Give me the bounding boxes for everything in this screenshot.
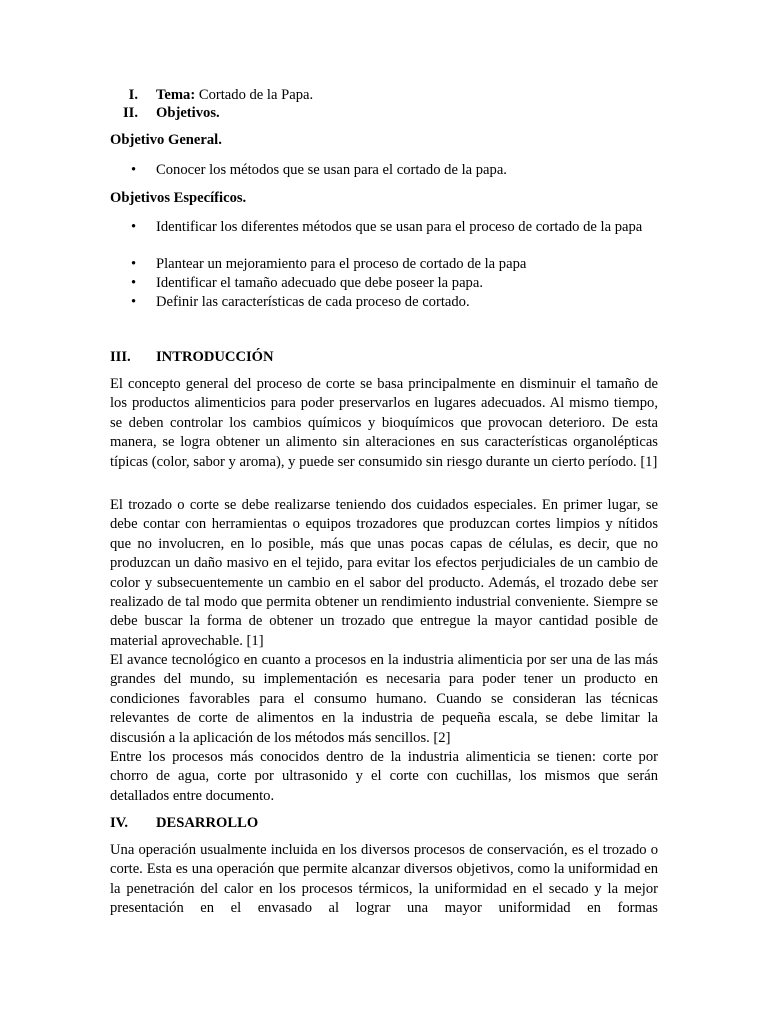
section-heading: DESARROLLO [156, 815, 259, 831]
objetivos-especificos-heading: Objetivos Específicos. [110, 190, 247, 206]
outline-label: Objetivos. [156, 105, 220, 121]
bullet-icon: • [131, 294, 137, 310]
topic-title: Cortado de la Papa. [198, 87, 314, 103]
objetivo-general-heading: Objetivo General. [110, 132, 222, 148]
list-item: Identificar los diferentes métodos que se usan para el proceso de cortado de la papa [156, 219, 643, 235]
section-numeral: III. [110, 349, 131, 365]
outline-numeral: II. [122, 105, 138, 121]
bullet-icon: • [131, 275, 137, 291]
section-numeral: IV. [110, 815, 128, 831]
list-item: Definir las características de cada proceso de cortado. [156, 294, 470, 310]
bullet-icon: • [131, 219, 137, 235]
outline-numeral: I. [128, 87, 138, 103]
list-item: Conocer los métodos que se usan para el cortado de la papa. [156, 162, 507, 178]
paragraph: El trozado o corte se debe realizarse teniendo dos cuidados especiales. En primer lugar, se debe contar con herramientas o equipos trozadores que produzcan cortes limpios y nítidos que no involucren, en lo posible, más que unas pocas capas de células, es decir, que no produzcan un daño masivo en el tejido, para evitar los efectos perjudiciales de un cambio de color y subsecuentemente un cambio en el sabor del producto. Además, el trozado debe ser realizado de tal modo que permita obtener un rendimiento industrial conveniente. Siempre se debe buscar la forma de obtener un trozado que entregue la mayor cantidad posible de material aprovechable. [1] [110, 497, 658, 649]
outline-label: Tema: [156, 87, 196, 103]
paragraph: El concepto general del proceso de corte se basa principalmente en disminuir el tamaño de los productos alimenticios para poder preservarlos en lugares adecuados. Al mismo tiempo, se deben controlar los cambios químicos y bioquímicos que provocan deterioro. De esta manera, se logra obtener un alimento sin alteraciones en sus características organolépticas típicas (color, sabor y aroma), y puede ser consumido sin riesgo durante un cierto período. [1] [110, 376, 658, 470]
outline-text [156, 86, 313, 105]
section-heading: INTRODUCCIÓN [156, 349, 274, 365]
paragraph: El avance tecnológico en cuanto a procesos en la industria alimenticia por ser una de las más grandes del mundo, su implementación es necesaria para poder tener un producto en condiciones favorables para el consumo humano. Cuando se consideran las técnicas relevantes de corte de alimentos en la industria de pequeña escala, se debe limitar la discusión a la aplicación de los métodos más sencillos. [2] [110, 652, 658, 746]
bullet-icon: • [131, 256, 137, 272]
list-item: Plantear un mejoramiento para el proceso de cortado de la papa [156, 256, 527, 272]
paragraph: Una operación usualmente incluida en los diversos procesos de conservación, es el trozado o corte. Esta es una operación que permite alcanzar diversos objetivos, como la uniformidad en la penetración del calor en los procesos térmicos, la uniformidad en el secado y la mejor presentación en el envasado al lograr una mayor uniformidad en formas [110, 842, 658, 917]
bullet-icon: • [131, 162, 137, 178]
paragraph: Entre los procesos más conocidos dentro de la industria alimenticia se tienen: corte por chorro de agua, corte por ultrasonido y el corte con cuchillas, los mismos que serán detallados entre documento. [110, 749, 658, 804]
list-item: Identificar el tamaño adecuado que debe poseer la papa. [156, 275, 483, 291]
